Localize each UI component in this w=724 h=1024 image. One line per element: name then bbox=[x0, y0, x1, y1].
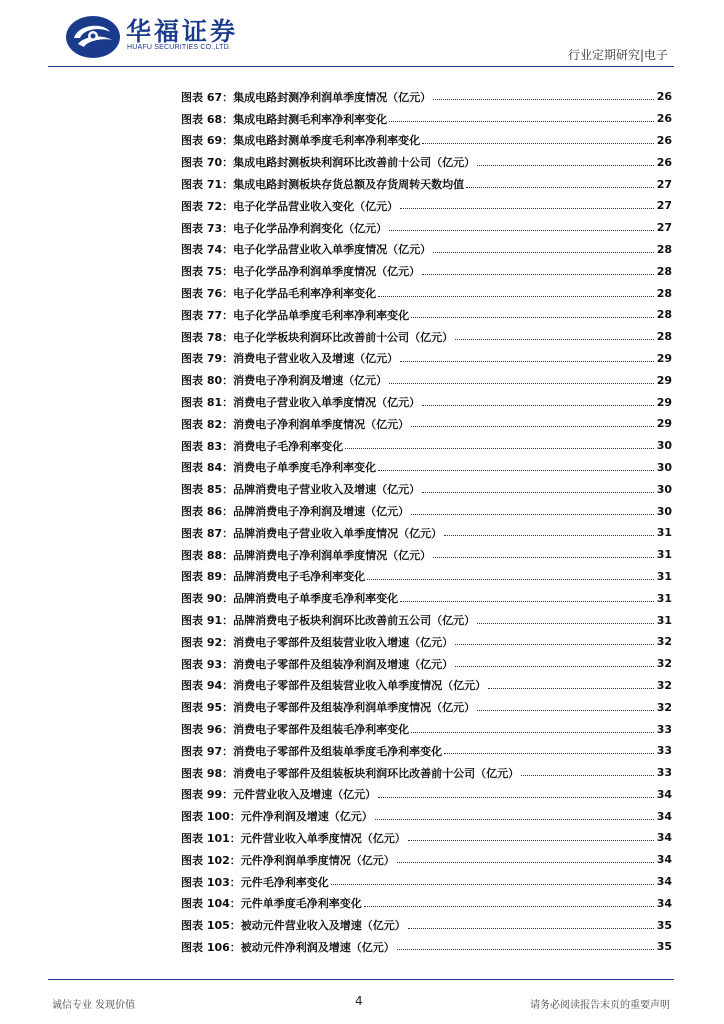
toc-entry[interactable] bbox=[181, 718, 672, 740]
toc-entry-page[interactable]: 32 bbox=[656, 678, 672, 692]
brand-name-cn: 华福证券 bbox=[126, 17, 239, 46]
toc-entry[interactable] bbox=[181, 369, 672, 391]
table-of-figures bbox=[181, 86, 672, 958]
footer-slogan: 诚信专业 发现价值 bbox=[52, 1000, 136, 1011]
toc-entry-page[interactable]: 35 bbox=[656, 940, 672, 954]
toc-entry[interactable] bbox=[181, 871, 672, 893]
toc-entry-page[interactable]: 26 bbox=[656, 133, 672, 147]
toc-entry[interactable] bbox=[181, 282, 672, 304]
toc-entry[interactable] bbox=[181, 762, 672, 784]
toc-dot-leader bbox=[411, 416, 654, 427]
toc-entry-page[interactable]: 28 bbox=[656, 308, 672, 322]
toc-entry[interactable] bbox=[181, 566, 672, 588]
toc-entry-page[interactable]: 31 bbox=[656, 548, 672, 562]
toc-entry-label[interactable]: 图表 69：集成电路封测单季度毛利率净利率变化 bbox=[181, 134, 421, 148]
toc-dot-leader bbox=[397, 852, 654, 863]
toc-entry-label[interactable]: 图表 76：电子化学品毛利率净利率变化 bbox=[181, 287, 377, 301]
brand-name-en: HUAFU SECURITIES CO.,LTD. bbox=[127, 44, 232, 51]
toc-entry[interactable] bbox=[181, 260, 672, 282]
toc-entry-page[interactable]: 33 bbox=[656, 744, 672, 758]
toc-entry-page[interactable]: 26 bbox=[656, 90, 672, 104]
toc-entry[interactable] bbox=[181, 914, 672, 936]
toc-entry-label[interactable]: 图表 102：元件净利润单季度情况（亿元） bbox=[181, 853, 395, 867]
toc-entry-page[interactable]: 31 bbox=[656, 613, 672, 627]
toc-entry-label[interactable]: 图表 82：消费电子净利润单季度情况（亿元） bbox=[181, 417, 410, 431]
toc-entry-page[interactable]: 28 bbox=[656, 286, 672, 300]
toc-entry[interactable] bbox=[181, 413, 672, 435]
toc-entry-page[interactable]: 31 bbox=[656, 591, 672, 605]
toc-dot-leader bbox=[411, 504, 654, 515]
toc-entry-label[interactable]: 图表 78：电子化学板块利润环比改善前十公司（亿元） bbox=[181, 330, 454, 344]
toc-dot-leader bbox=[400, 198, 654, 209]
toc-entry-page[interactable]: 31 bbox=[656, 569, 672, 583]
toc-entry-page[interactable]: 27 bbox=[656, 199, 672, 213]
toc-entry[interactable] bbox=[181, 500, 672, 522]
toc-entry-label[interactable]: 图表 105：被动元件营业收入及增速（亿元） bbox=[181, 919, 406, 933]
toc-entry[interactable] bbox=[181, 173, 672, 195]
toc-entry[interactable] bbox=[181, 86, 672, 108]
toc-entry-page[interactable]: 30 bbox=[656, 504, 672, 518]
toc-dot-leader bbox=[378, 286, 654, 297]
toc-entry-page[interactable]: 34 bbox=[656, 787, 672, 801]
report-type: 行业定期研究|电子 bbox=[567, 48, 668, 62]
toc-entry-label[interactable]: 图表 72：电子化学品营业收入变化（亿元） bbox=[181, 199, 399, 213]
toc-entry[interactable] bbox=[181, 151, 672, 173]
toc-entry-label[interactable]: 图表 96：消费电子零部件及组装毛净利率变化 bbox=[181, 723, 410, 736]
toc-dot-leader bbox=[488, 678, 654, 689]
toc-entry[interactable] bbox=[181, 544, 672, 566]
toc-entry-page[interactable]: 26 bbox=[656, 155, 672, 169]
toc-entry[interactable] bbox=[181, 892, 672, 914]
toc-entry[interactable] bbox=[181, 653, 672, 675]
toc-entry-label[interactable]: 图表 104：元件单季度毛净利率变化 bbox=[181, 897, 362, 911]
toc-entry-page[interactable]: 31 bbox=[656, 526, 672, 540]
page-header bbox=[0, 0, 724, 70]
toc-dot-leader bbox=[331, 874, 654, 885]
toc-dot-leader bbox=[433, 89, 654, 100]
toc-entry-page[interactable]: 30 bbox=[656, 482, 672, 496]
toc-dot-leader bbox=[466, 177, 654, 188]
toc-entry[interactable] bbox=[181, 696, 672, 718]
toc-dot-leader bbox=[455, 634, 654, 645]
footer-divider bbox=[48, 979, 674, 980]
toc-entry-label[interactable]: 图表 90：品牌消费电子单季度毛净利率变化 bbox=[181, 592, 399, 606]
footer-disclaimer: 请务必阅读报告末页的重要声明 bbox=[530, 1000, 670, 1011]
toc-entry[interactable] bbox=[181, 936, 672, 958]
toc-entry-page[interactable]: 34 bbox=[656, 831, 672, 845]
toc-entry[interactable] bbox=[181, 217, 672, 239]
toc-entry-label[interactable]: 图表 93：消费电子零部件及组装净利润及增速（亿元） bbox=[181, 657, 454, 671]
toc-entry-page[interactable]: 32 bbox=[656, 657, 672, 671]
toc-entry[interactable] bbox=[181, 326, 672, 348]
toc-dot-leader bbox=[477, 613, 654, 624]
toc-dot-leader bbox=[389, 111, 654, 122]
toc-entry-page[interactable]: 29 bbox=[656, 395, 672, 409]
toc-entry[interactable] bbox=[181, 195, 672, 217]
toc-entry-label[interactable]: 图表 68：集成电路封测毛利率净利率变化 bbox=[181, 112, 388, 126]
toc-dot-leader bbox=[378, 787, 654, 798]
toc-dot-leader bbox=[345, 438, 654, 449]
toc-dot-leader bbox=[389, 220, 654, 231]
toc-entry[interactable] bbox=[181, 849, 672, 871]
toc-entry-label[interactable]: 图表 73：电子化学品净利润变化（亿元） bbox=[181, 221, 388, 235]
toc-dot-leader bbox=[408, 918, 654, 929]
toc-entry-page[interactable]: 26 bbox=[656, 112, 672, 126]
toc-entry[interactable] bbox=[181, 239, 672, 261]
toc-entry[interactable] bbox=[181, 740, 672, 762]
toc-dot-leader bbox=[455, 329, 654, 340]
header-divider bbox=[48, 66, 674, 67]
toc-dot-leader bbox=[433, 242, 654, 253]
toc-entry-page[interactable]: 29 bbox=[656, 417, 672, 431]
toc-entry-page[interactable]: 27 bbox=[656, 177, 672, 191]
toc-entry-label[interactable]: 图表 74：电子化学品营业收入单季度情况（亿元） bbox=[181, 243, 432, 257]
toc-entry-page[interactable]: 34 bbox=[656, 853, 672, 867]
toc-entry-page[interactable]: 33 bbox=[656, 766, 672, 780]
toc-entry-page[interactable]: 28 bbox=[656, 264, 672, 278]
toc-entry-page[interactable]: 32 bbox=[656, 635, 672, 649]
toc-entry-page[interactable]: 29 bbox=[656, 351, 672, 365]
toc-entry[interactable] bbox=[181, 130, 672, 152]
toc-entry-label[interactable]: 图表 101：元件营业收入单季度情况（亿元） bbox=[181, 831, 406, 845]
toc-entry[interactable] bbox=[181, 587, 672, 609]
toc-dot-leader bbox=[422, 264, 654, 275]
toc-dot-leader bbox=[400, 591, 654, 602]
toc-dot-leader bbox=[375, 809, 654, 820]
toc-entry-page[interactable]: 32 bbox=[656, 700, 672, 714]
toc-entry-page[interactable]: 29 bbox=[656, 373, 672, 387]
toc-dot-leader bbox=[411, 722, 654, 733]
toc-entry[interactable] bbox=[181, 348, 672, 370]
toc-dot-leader bbox=[433, 547, 654, 558]
toc-dot-leader bbox=[364, 896, 654, 907]
toc-entry-page[interactable]: 34 bbox=[656, 875, 672, 889]
toc-dot-leader bbox=[455, 656, 654, 667]
toc-entry-label[interactable]: 图表 85：品牌消费电子营业收入及增速（亿元） bbox=[181, 483, 421, 497]
toc-dot-leader bbox=[521, 765, 654, 776]
toc-entry-label[interactable]: 图表 91：品牌消费电子板块利润环比改善前五公司（亿元） bbox=[181, 614, 476, 628]
toc-entry[interactable] bbox=[181, 827, 672, 849]
toc-dot-leader bbox=[400, 351, 654, 362]
toc-dot-leader bbox=[444, 525, 654, 536]
toc-entry-page[interactable]: 30 bbox=[656, 460, 672, 474]
toc-entry-label[interactable]: 图表 95：消费电子零部件及组装净利润单季度情况（亿元） bbox=[181, 701, 476, 715]
toc-entry[interactable] bbox=[181, 631, 672, 653]
toc-entry-label[interactable]: 图表 84：消费电子单季度毛净利率变化 bbox=[181, 461, 377, 475]
toc-entry-label[interactable]: 图表 79：消费电子营业收入及增速（亿元） bbox=[181, 352, 399, 366]
toc-entry-label[interactable]: 图表 75：电子化学品净利润单季度情况（亿元） bbox=[181, 265, 421, 279]
toc-entry-label[interactable]: 图表 87：品牌消费电子营业收入单季度情况（亿元） bbox=[181, 526, 443, 540]
toc-entry-label[interactable]: 图表 67：集成电路封测净利润单季度情况（亿元） bbox=[181, 90, 432, 104]
toc-entry[interactable] bbox=[181, 675, 672, 697]
toc-entry-page[interactable]: 34 bbox=[656, 809, 672, 823]
toc-entry-label[interactable]: 图表 77：电子化学品单季度毛利率净利率变化 bbox=[181, 308, 410, 322]
toc-entry-label[interactable]: 图表 83：消费电子毛净利率变化 bbox=[181, 439, 344, 453]
toc-entry-label[interactable]: 图表 89：品牌消费电子毛净利率变化 bbox=[181, 570, 366, 584]
toc-entry-label[interactable]: 图表 97：消费电子零部件及组装单季度毛净利率变化 bbox=[181, 744, 443, 758]
toc-entry-label[interactable]: 图表 98：消费电子零部件及组装板块利润环比改善前十公司（亿元） bbox=[181, 766, 520, 780]
toc-entry-page[interactable]: 27 bbox=[656, 221, 672, 235]
toc-entry-label[interactable]: 图表 94：消费电子零部件及组装营业收入单季度情况（亿元） bbox=[181, 679, 487, 693]
toc-dot-leader bbox=[422, 482, 654, 493]
toc-dot-leader bbox=[422, 395, 654, 406]
toc-dot-leader bbox=[477, 155, 654, 166]
toc-dot-leader bbox=[411, 307, 654, 318]
toc-dot-leader bbox=[422, 133, 654, 144]
toc-entry[interactable] bbox=[181, 108, 672, 130]
toc-entry-page[interactable]: 33 bbox=[656, 722, 672, 736]
toc-dot-leader bbox=[477, 700, 654, 711]
toc-entry-page[interactable]: 35 bbox=[656, 918, 672, 932]
toc-dot-leader bbox=[444, 743, 654, 754]
toc-entry-label[interactable]: 图表 88：品牌消费电子净利润单季度情况（亿元） bbox=[181, 548, 432, 562]
toc-entry-label[interactable]: 图表 71：集成电路封测板块存货总额及存货周转天数均值 bbox=[181, 178, 465, 192]
toc-entry-page[interactable]: 30 bbox=[656, 439, 672, 453]
toc-entry-page[interactable]: 28 bbox=[656, 242, 672, 256]
toc-entry[interactable] bbox=[181, 522, 672, 544]
page-number: 4 bbox=[355, 994, 363, 1008]
toc-entry-label[interactable]: 图表 70：集成电路封测板块利润环比改善前十公司（亿元） bbox=[181, 156, 476, 170]
toc-entry[interactable] bbox=[181, 435, 672, 457]
toc-entry-label[interactable]: 图表 92：消费电子零部件及组装营业收入增速（亿元） bbox=[181, 635, 454, 649]
toc-entry-label[interactable]: 图表 99：元件营业收入及增速（亿元） bbox=[181, 788, 377, 802]
toc-entry-label[interactable]: 图表 106：被动元件净利润及增速（亿元） bbox=[181, 940, 395, 954]
toc-dot-leader bbox=[378, 460, 654, 471]
toc-entry-label[interactable]: 图表 80：消费电子净利润及增速（亿元） bbox=[181, 374, 388, 388]
toc-entry-label[interactable]: 图表 86：品牌消费电子净利润及增速（亿元） bbox=[181, 505, 410, 519]
toc-entry[interactable] bbox=[181, 304, 672, 326]
toc-dot-leader bbox=[397, 939, 654, 950]
toc-entry[interactable] bbox=[181, 391, 672, 413]
huafu-logo-icon bbox=[64, 14, 122, 60]
toc-entry-label[interactable]: 图表 103：元件毛净利率变化 bbox=[181, 875, 329, 889]
toc-entry-page[interactable]: 34 bbox=[656, 896, 672, 910]
toc-entry[interactable] bbox=[181, 478, 672, 500]
toc-entry[interactable] bbox=[181, 609, 672, 631]
toc-entry[interactable] bbox=[181, 457, 672, 479]
toc-entry-label[interactable]: 图表 100：元件净利润及增速（亿元） bbox=[181, 810, 373, 824]
toc-dot-leader bbox=[389, 373, 654, 384]
toc-dot-leader bbox=[367, 569, 654, 580]
toc-entry[interactable] bbox=[181, 805, 672, 827]
toc-entry-label[interactable]: 图表 81：消费电子营业收入单季度情况（亿元） bbox=[181, 396, 421, 410]
toc-entry[interactable] bbox=[181, 784, 672, 806]
toc-dot-leader bbox=[408, 830, 654, 841]
toc-entry-page[interactable]: 28 bbox=[656, 330, 672, 344]
